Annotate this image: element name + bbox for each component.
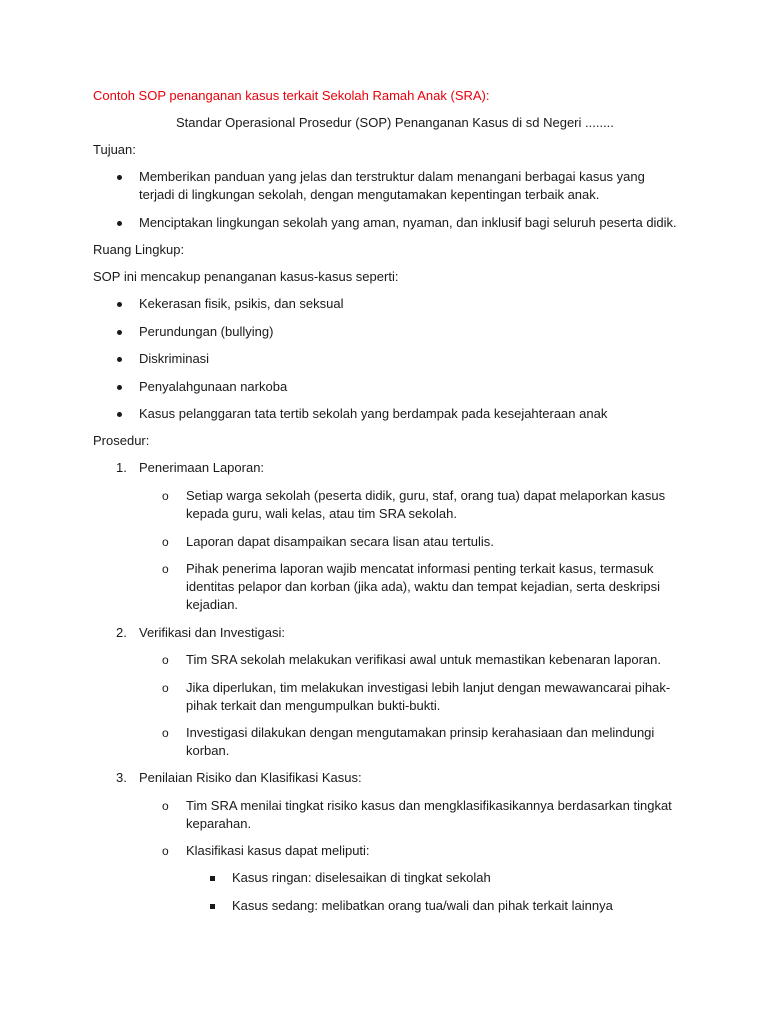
tujuan-heading: Tujuan: — [93, 142, 136, 157]
bullet-disc — [117, 221, 122, 226]
bullet-ring: o — [162, 726, 169, 740]
bullet-ring: o — [162, 489, 169, 503]
tujuan-item-2: Menciptakan lingkungan sekolah yang aman, nyaman, dan inklusif bagi seluruh peserta didik. — [139, 215, 677, 230]
section-3-item-1-line-2: keparahan. — [186, 816, 252, 831]
section-3-item-2: Klasifikasi kasus dapat meliputi: — [186, 843, 370, 858]
section-1-item-3-line-2: identitas pelapor dan korban (jika ada), waktu dan tempat kejadian, serta deskripsi — [186, 579, 661, 594]
section-3-item-1-line-1: Tim SRA menilai tingkat risiko kasus dan mengklasifikasikannya berdasarkan tingkat — [186, 798, 672, 813]
section-2-item-1: Tim SRA sekolah melakukan verifikasi awal untuk memastikan kebenaran laporan. — [186, 652, 661, 667]
bullet-disc — [117, 357, 122, 362]
section-1-item-1-line-2: kepada guru, wali kelas, atau tim SRA sekolah. — [186, 506, 457, 521]
document-title: Contoh SOP penanganan kasus terkait Sekolah Ramah Anak (SRA): — [93, 88, 490, 103]
section-1-item-2: Laporan dapat disampaikan secara lisan atau tertulis. — [186, 534, 494, 549]
section-3-subitem-1: Kasus ringan: diselesaikan di tingkat sekolah — [232, 870, 491, 885]
section-3-title: Penilaian Risiko dan Klasifikasi Kasus: — [139, 770, 362, 785]
section-3-number: 3. — [116, 770, 127, 785]
section-2-item-3-line-1: Investigasi dilakukan dengan mengutamakan prinsip kerahasiaan dan melindungi — [186, 725, 655, 740]
ruang-lingkup-item-1: Kekerasan fisik, psikis, dan seksual — [139, 296, 344, 311]
section-1-item-3-line-3: kejadian. — [186, 597, 239, 612]
ruang-lingkup-item-4: Penyalahgunaan narkoba — [139, 379, 288, 394]
section-3-subitem-2: Kasus sedang: melibatkan orang tua/wali dan pihak terkait lainnya — [232, 898, 613, 913]
bullet-disc — [117, 385, 122, 390]
bullet-disc — [117, 302, 122, 307]
tujuan-item-1-line-2: terjadi di lingkungan sekolah, dengan mengutamakan kepentingan terbaik anak. — [139, 187, 600, 202]
bullet-disc — [117, 330, 122, 335]
bullet-ring: o — [162, 844, 169, 858]
ruang-lingkup-item-5: Kasus pelanggaran tata tertib sekolah yang berdampak pada kesejahteraan anak — [139, 406, 608, 421]
bullet-ring: o — [162, 799, 169, 813]
bullet-disc — [117, 412, 122, 417]
bullet-ring: o — [162, 535, 169, 549]
ruang-lingkup-heading: Ruang Lingkup: — [93, 242, 185, 257]
section-2-number: 2. — [116, 625, 127, 640]
section-1-title: Penerimaan Laporan: — [139, 460, 265, 475]
tujuan-item-1-line-1: Memberikan panduan yang jelas dan terstruktur dalam menangani berbagai kasus yang — [139, 169, 645, 184]
ruang-lingkup-item-2: Perundungan (bullying) — [139, 324, 274, 339]
section-2-item-2-line-2: pihak terkait dan mengumpulkan bukti-bukti. — [186, 698, 441, 713]
document-subtitle: Standar Operasional Prosedur (SOP) Penanganan Kasus di sd Negeri ........ — [176, 115, 614, 130]
bullet-square — [210, 876, 215, 881]
ruang-lingkup-item-3: Diskriminasi — [139, 351, 210, 366]
bullet-ring: o — [162, 653, 169, 667]
section-2-item-3-line-2: korban. — [186, 743, 230, 758]
bullet-disc — [117, 175, 122, 180]
prosedur-heading: Prosedur: — [93, 433, 150, 448]
bullet-ring: o — [162, 681, 169, 695]
section-2-item-2-line-1: Jika diperlukan, tim melakukan investigasi lebih lanjut dengan mewawancarai pihak- — [186, 680, 671, 695]
section-2-title: Verifikasi dan Investigasi: — [139, 625, 285, 640]
bullet-square — [210, 904, 215, 909]
section-1-number: 1. — [116, 460, 127, 475]
section-1-item-1-line-1: Setiap warga sekolah (peserta didik, guru, staf, orang tua) dapat melaporkan kasus — [186, 488, 666, 503]
bullet-ring: o — [162, 562, 169, 576]
section-1-item-3-line-1: Pihak penerima laporan wajib mencatat informasi penting terkait kasus, termasuk — [186, 561, 654, 576]
ruang-lingkup-intro: SOP ini mencakup penanganan kasus-kasus seperti: — [93, 269, 399, 284]
